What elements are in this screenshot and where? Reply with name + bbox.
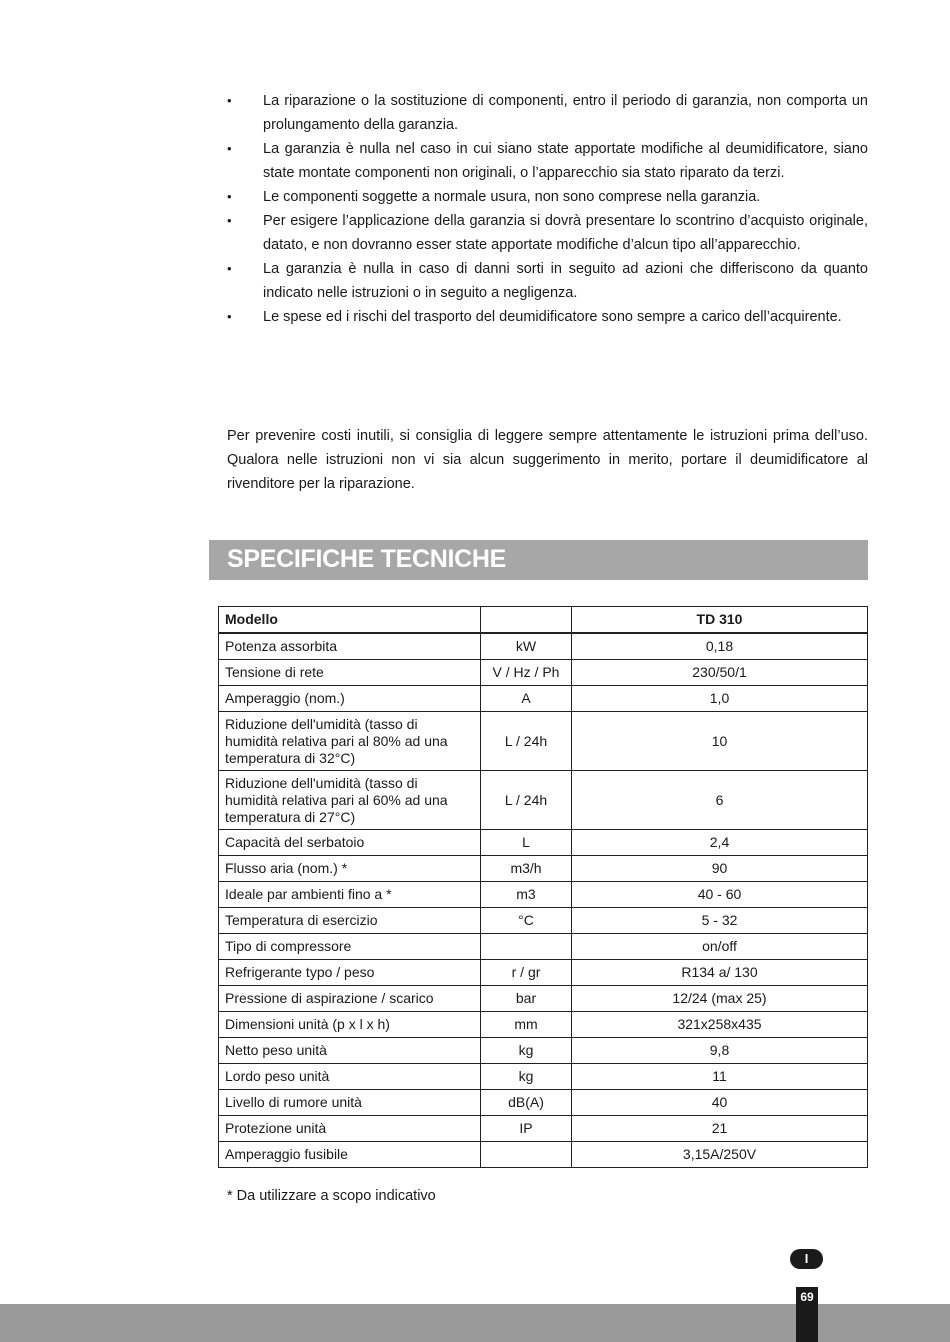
spec-unit: L (481, 830, 572, 856)
table-row (219, 830, 868, 856)
bullet-item (227, 257, 868, 305)
spec-value: 321x258x435 (572, 1012, 868, 1038)
spec-unit: kg (481, 1038, 572, 1064)
spec-value: 230/50/1 (572, 660, 868, 686)
spec-label: Tensione di rete (219, 660, 481, 686)
spec-label: Lordo peso unità (219, 1064, 481, 1090)
spec-unit: mm (481, 1012, 572, 1038)
spec-unit (481, 1142, 572, 1168)
spec-label: Pressione di aspirazione / scarico (219, 986, 481, 1012)
table-row (219, 908, 868, 934)
spec-label: Potenza assorbita (219, 633, 481, 660)
spec-value: 3,15A/250V (572, 1142, 868, 1168)
bullet-dot-icon: • (227, 261, 232, 276)
table-row (219, 986, 868, 1012)
spec-value: 6 (572, 771, 868, 830)
spec-value: R134 a/ 130 (572, 960, 868, 986)
spec-label: Capacità del serbatoio (219, 830, 481, 856)
spec-value: 21 (572, 1116, 868, 1142)
spec-label: Refrigerante typo / peso (219, 960, 481, 986)
spec-value: 11 (572, 1064, 868, 1090)
bullet-text: Le spese ed i rischi del trasporto del deumidificatore sono sempre a carico dell’acquirente. (263, 309, 842, 325)
spec-unit: A (481, 686, 572, 712)
bullet-text: La garanzia è nulla nel caso in cui siano state apportate modifiche al deumidificatore, siano state montate componenti non originali, o l’apparecchio sia stato riparato da terzi. (263, 141, 868, 181)
table-row (219, 1012, 868, 1038)
table-header-row (219, 607, 868, 634)
spec-unit: V / Hz / Ph (481, 660, 572, 686)
bullet-text: La riparazione o la sostituzione di componenti, entro il periodo di garanzia, non comporta un prolungamento della garanzia. (263, 93, 868, 133)
spec-value: 5 - 32 (572, 908, 868, 934)
table-row (219, 934, 868, 960)
header-label: Modello (219, 607, 481, 634)
table-row (219, 1064, 868, 1090)
spec-label: Ideale par ambienti fino a * (219, 882, 481, 908)
table-row (219, 960, 868, 986)
table-row (219, 1142, 868, 1168)
spec-unit: L / 24h (481, 712, 572, 771)
spec-unit: IP (481, 1116, 572, 1142)
spec-value: 40 - 60 (572, 882, 868, 908)
spec-table (218, 606, 868, 1168)
spec-unit: °C (481, 908, 572, 934)
bullet-item (227, 185, 868, 209)
table-row (219, 1038, 868, 1064)
spec-label: Amperaggio (nom.) (219, 686, 481, 712)
table-row (219, 660, 868, 686)
spec-label: Tipo di compressore (219, 934, 481, 960)
spec-label: Riduzione dell'umidità (tasso di humidità relativa pari al 80% ad una temperatura di 32°C) (219, 712, 481, 771)
table-row (219, 1116, 868, 1142)
bullet-dot-icon: • (227, 213, 232, 228)
table-row (219, 712, 868, 771)
bullet-dot-icon: • (227, 309, 232, 324)
spec-unit: kg (481, 1064, 572, 1090)
footnote: * Da utilizzare a scopo indicativo (227, 1188, 436, 1204)
spec-label: Flusso aria (nom.) * (219, 856, 481, 882)
bullet-dot-icon: • (227, 189, 232, 204)
bullet-text: Le componenti soggette a normale usura, non sono comprese nella garanzia. (263, 189, 761, 205)
spec-value: 12/24 (max 25) (572, 986, 868, 1012)
spec-value: 10 (572, 712, 868, 771)
bullet-dot-icon: • (227, 141, 232, 156)
advice-paragraph: Per prevenire costi inutili, si consiglia di leggere sempre attentamente le istruzioni prima dell’uso. Qualora nelle istruzioni non vi sia alcun suggerimento in merito, portare il deumidificatore al rivenditore per la riparazione. (227, 428, 868, 492)
section-title: SPECIFICHE TECNICHE (227, 545, 507, 573)
spec-label: Amperaggio fusibile (219, 1142, 481, 1168)
section-header-bar (209, 540, 868, 580)
table-row (219, 771, 868, 830)
page-number: 69 (796, 1287, 818, 1342)
table-row (219, 686, 868, 712)
spec-unit: m3 (481, 882, 572, 908)
header-unit (481, 607, 572, 634)
spec-unit: dB(A) (481, 1090, 572, 1116)
spec-label: Dimensioni unità (p x l x h) (219, 1012, 481, 1038)
spec-unit: r / gr (481, 960, 572, 986)
spec-value: 0,18 (572, 633, 868, 660)
bullet-text: Per esigere l’applicazione della garanzia si dovrà presentare lo scontrino d’acquisto originale, datato, e non dovranno esser state apportate modifiche d’alcun tipo all’apparecchio. (263, 213, 868, 253)
bullet-item (227, 305, 868, 329)
table-row (219, 856, 868, 882)
table-row (219, 882, 868, 908)
header-model: TD 310 (572, 607, 868, 634)
spec-label: Livello di rumore unità (219, 1090, 481, 1116)
table-row (219, 1090, 868, 1116)
spec-label: Protezione unità (219, 1116, 481, 1142)
spec-label: Netto peso unità (219, 1038, 481, 1064)
bullet-item (227, 89, 868, 137)
bullet-text: La garanzia è nulla in caso di danni sorti in seguito ad azioni che differiscono da quanto indicato nelle istruzioni o in seguito a negligenza. (263, 261, 868, 301)
spec-unit: m3/h (481, 856, 572, 882)
bullet-item (227, 137, 868, 185)
spec-label: Temperatura di esercizio (219, 908, 481, 934)
spec-unit: bar (481, 986, 572, 1012)
table-row (219, 633, 868, 660)
spec-unit: L / 24h (481, 771, 572, 830)
bullet-dot-icon: • (227, 93, 232, 108)
spec-value: 2,4 (572, 830, 868, 856)
spec-unit (481, 934, 572, 960)
spec-value: 90 (572, 856, 868, 882)
warranty-bullet-list (227, 89, 868, 329)
spec-value: on/off (572, 934, 868, 960)
bullet-item (227, 209, 868, 257)
spec-value: 1,0 (572, 686, 868, 712)
spec-unit: kW (481, 633, 572, 660)
spec-value: 40 (572, 1090, 868, 1116)
language-badge: I (790, 1249, 823, 1269)
spec-label: Riduzione dell'umidità (tasso di humidità relativa pari al 60% ad una temperatura di 27°C) (219, 771, 481, 830)
spec-value: 9,8 (572, 1038, 868, 1064)
